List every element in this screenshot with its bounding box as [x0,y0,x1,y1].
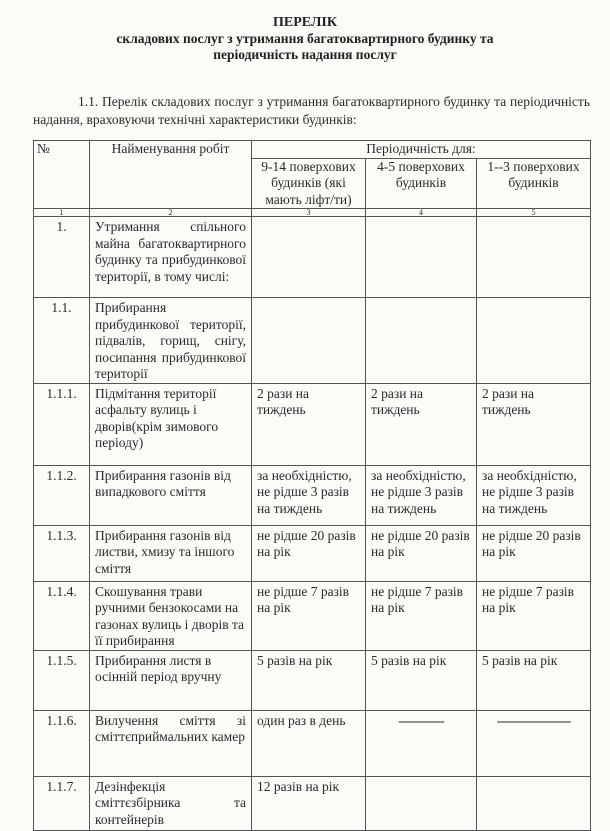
row-value-col4: 2 рази на тиждень [366,383,477,465]
table-row [34,776,591,830]
table-row [34,581,591,650]
row-value-col4 [366,776,477,830]
table-row [34,465,591,525]
table-row [34,525,591,581]
row-value-col4: не рідше 7 разів на рік [366,581,477,650]
header-periodicity: Періодичність для: [252,141,591,159]
row-value-col4 [366,298,477,384]
row-value-col3: не рідше 7 разів на рік [252,581,366,650]
row-value-col4: за необхідністю, не рідше 3 разів на тиждень [366,465,477,525]
row-value-col5 [477,217,591,298]
header-col5: 1--3 поверхових будинків [477,158,591,209]
table-row [34,298,591,384]
table-row [34,217,591,298]
row-name: Скошування трави ручними бензокосами на газонах вулиць і дворів та її прибирання [90,581,252,650]
row-name: Підмітання території асфальту вулиць і дворів(крім зимового періоду) [90,383,252,465]
row-value-col5: за необхідністю, не рідше 3 разів на тиждень [477,465,591,525]
row-value-col3: 2 рази на тиждень [252,383,366,465]
row-value-col4: ------------- [366,710,477,776]
row-value-col3: один раз в день [252,710,366,776]
row-value-col3: 12 разів на рік [252,776,366,830]
row-number: 1.1.3. [34,525,90,581]
row-name: Дезінфекція сміттєзбірника та контейнерів [90,776,252,830]
row-value-col4 [366,217,477,298]
column-number-row [34,209,591,217]
row-value-col5: --------------------- [477,710,591,776]
row-number: 1.1.4. [34,581,90,650]
row-value-col4: 5 разів на рік [366,650,477,710]
header-name: Найменування робіт [90,141,252,209]
row-value-col5: 5 разів на рік [477,650,591,710]
column-number: 3 [252,209,366,217]
row-value-col5: 2 рази на тиждень [477,383,591,465]
table-row [34,383,591,465]
column-number: 2 [90,209,252,217]
row-name: Прибирання прибудинкової території, підвалів, горищ, снігу, посипання прибудинкової території [90,298,252,384]
row-name: Прибирання газонів від листви, хмизу та іншого сміття [90,525,252,581]
row-name: Утримання спільного майна багатоквартирного будинку та прибудинкової території, в тому числі: [90,217,252,298]
row-number: 1.1.1. [34,383,90,465]
document-subtitle-line1: складових послуг з утримання багатоквартирного будинку та [116,31,494,46]
row-number: 1.1.6. [34,710,90,776]
row-value-col4: не рідше 20 разів на рік [366,525,477,581]
row-value-col5: не рідше 7 разів на рік [477,581,591,650]
row-value-col5 [477,298,591,384]
header-col3: 9-14 поверхових будинків (які мають ліфт/ти) [252,158,366,209]
header-no: № [34,141,90,209]
table-row [34,710,591,776]
column-number: 4 [366,209,477,217]
row-value-col3 [252,217,366,298]
row-value-col5 [477,776,591,830]
row-value-col3: за необхідністю, не рідше 3 разів на тиждень [252,465,366,525]
row-value-col3: не рідше 20 разів на рік [252,525,366,581]
row-number: 1.1.7. [34,776,90,830]
row-value-col3 [252,298,366,384]
document-title: ПЕРЕЛІК [273,15,337,30]
intro-paragraph: 1.1. Перелік складових послуг з утримання багатоквартирного будинку та періодичність надання, враховуючи технічні характеристики будинків: [33,94,590,127]
row-name: Вилучення сміття зі сміттєприймальних камер [90,710,252,776]
row-number: 1.1.5. [34,650,90,710]
row-number: 1.1. [34,298,90,384]
row-value-col3: 5 разів на рік [252,650,366,710]
row-number: 1.1.2. [34,465,90,525]
table-row [34,650,591,710]
row-name: Прибирання газонів від випадкового сміття [90,465,252,525]
column-number: 1 [34,209,90,217]
header-col4: 4-5 поверхових будинків [366,158,477,209]
document-subtitle-line2: періодичність надання послуг [213,47,397,62]
row-number: 1. [34,217,90,298]
column-number: 5 [477,209,591,217]
row-name: Прибирання листя в осінній період вручну [90,650,252,710]
services-table [33,140,591,831]
row-value-col5: не рідше 20 разів на рік [477,525,591,581]
